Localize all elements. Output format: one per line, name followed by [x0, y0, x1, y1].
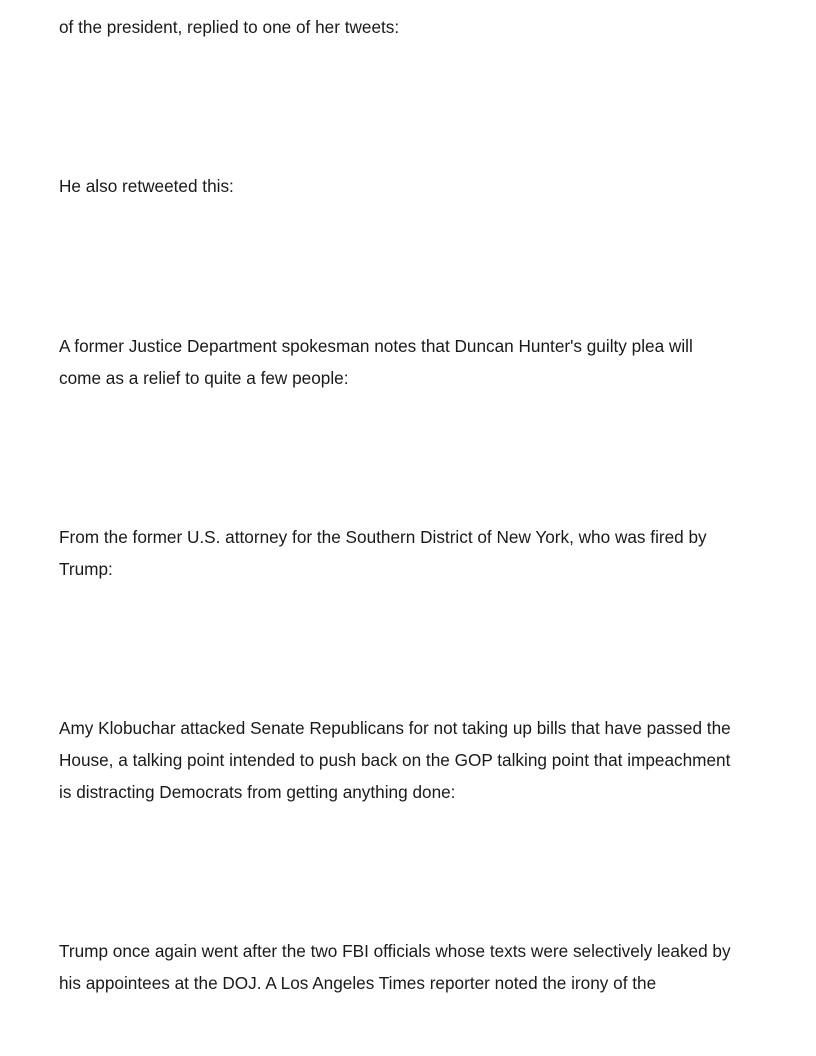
paragraph-klobuchar	[59, 712, 771, 808]
paragraph-line: From the former U.S. attorney for the Southern District of New York, who was fired by	[59, 527, 707, 547]
paragraph-line: Trump once again went after the two FBI officials whose texts were selectively leaked by	[59, 941, 731, 961]
paragraph-line: Trump:	[59, 559, 113, 579]
paragraph-fbi-officials	[59, 935, 771, 999]
paragraph-justice-spokesman	[59, 330, 771, 394]
paragraph-president-reply	[59, 11, 771, 43]
paragraph-line: House, a talking point intended to push back on the GOP talking point that impeachment	[59, 750, 731, 770]
paragraph-retweet	[59, 170, 771, 202]
paragraph-line: Amy Klobuchar attacked Senate Republicans for not taking up bills that have passed the	[59, 718, 731, 738]
paragraph-line: come as a relief to quite a few people:	[59, 368, 349, 388]
paragraph-line: of the president, replied to one of her tweets:	[59, 17, 400, 37]
paragraph-line: is distracting Democrats from getting anything done:	[59, 782, 456, 802]
paragraph-line: He also retweeted this:	[59, 176, 234, 196]
paragraph-former-attorney	[59, 521, 771, 585]
paragraph-line: his appointees at the DOJ. A Los Angeles Times reporter noted the irony of the	[59, 973, 657, 993]
paragraph-line: A former Justice Department spokesman notes that Duncan Hunter's guilty plea will	[59, 336, 693, 356]
